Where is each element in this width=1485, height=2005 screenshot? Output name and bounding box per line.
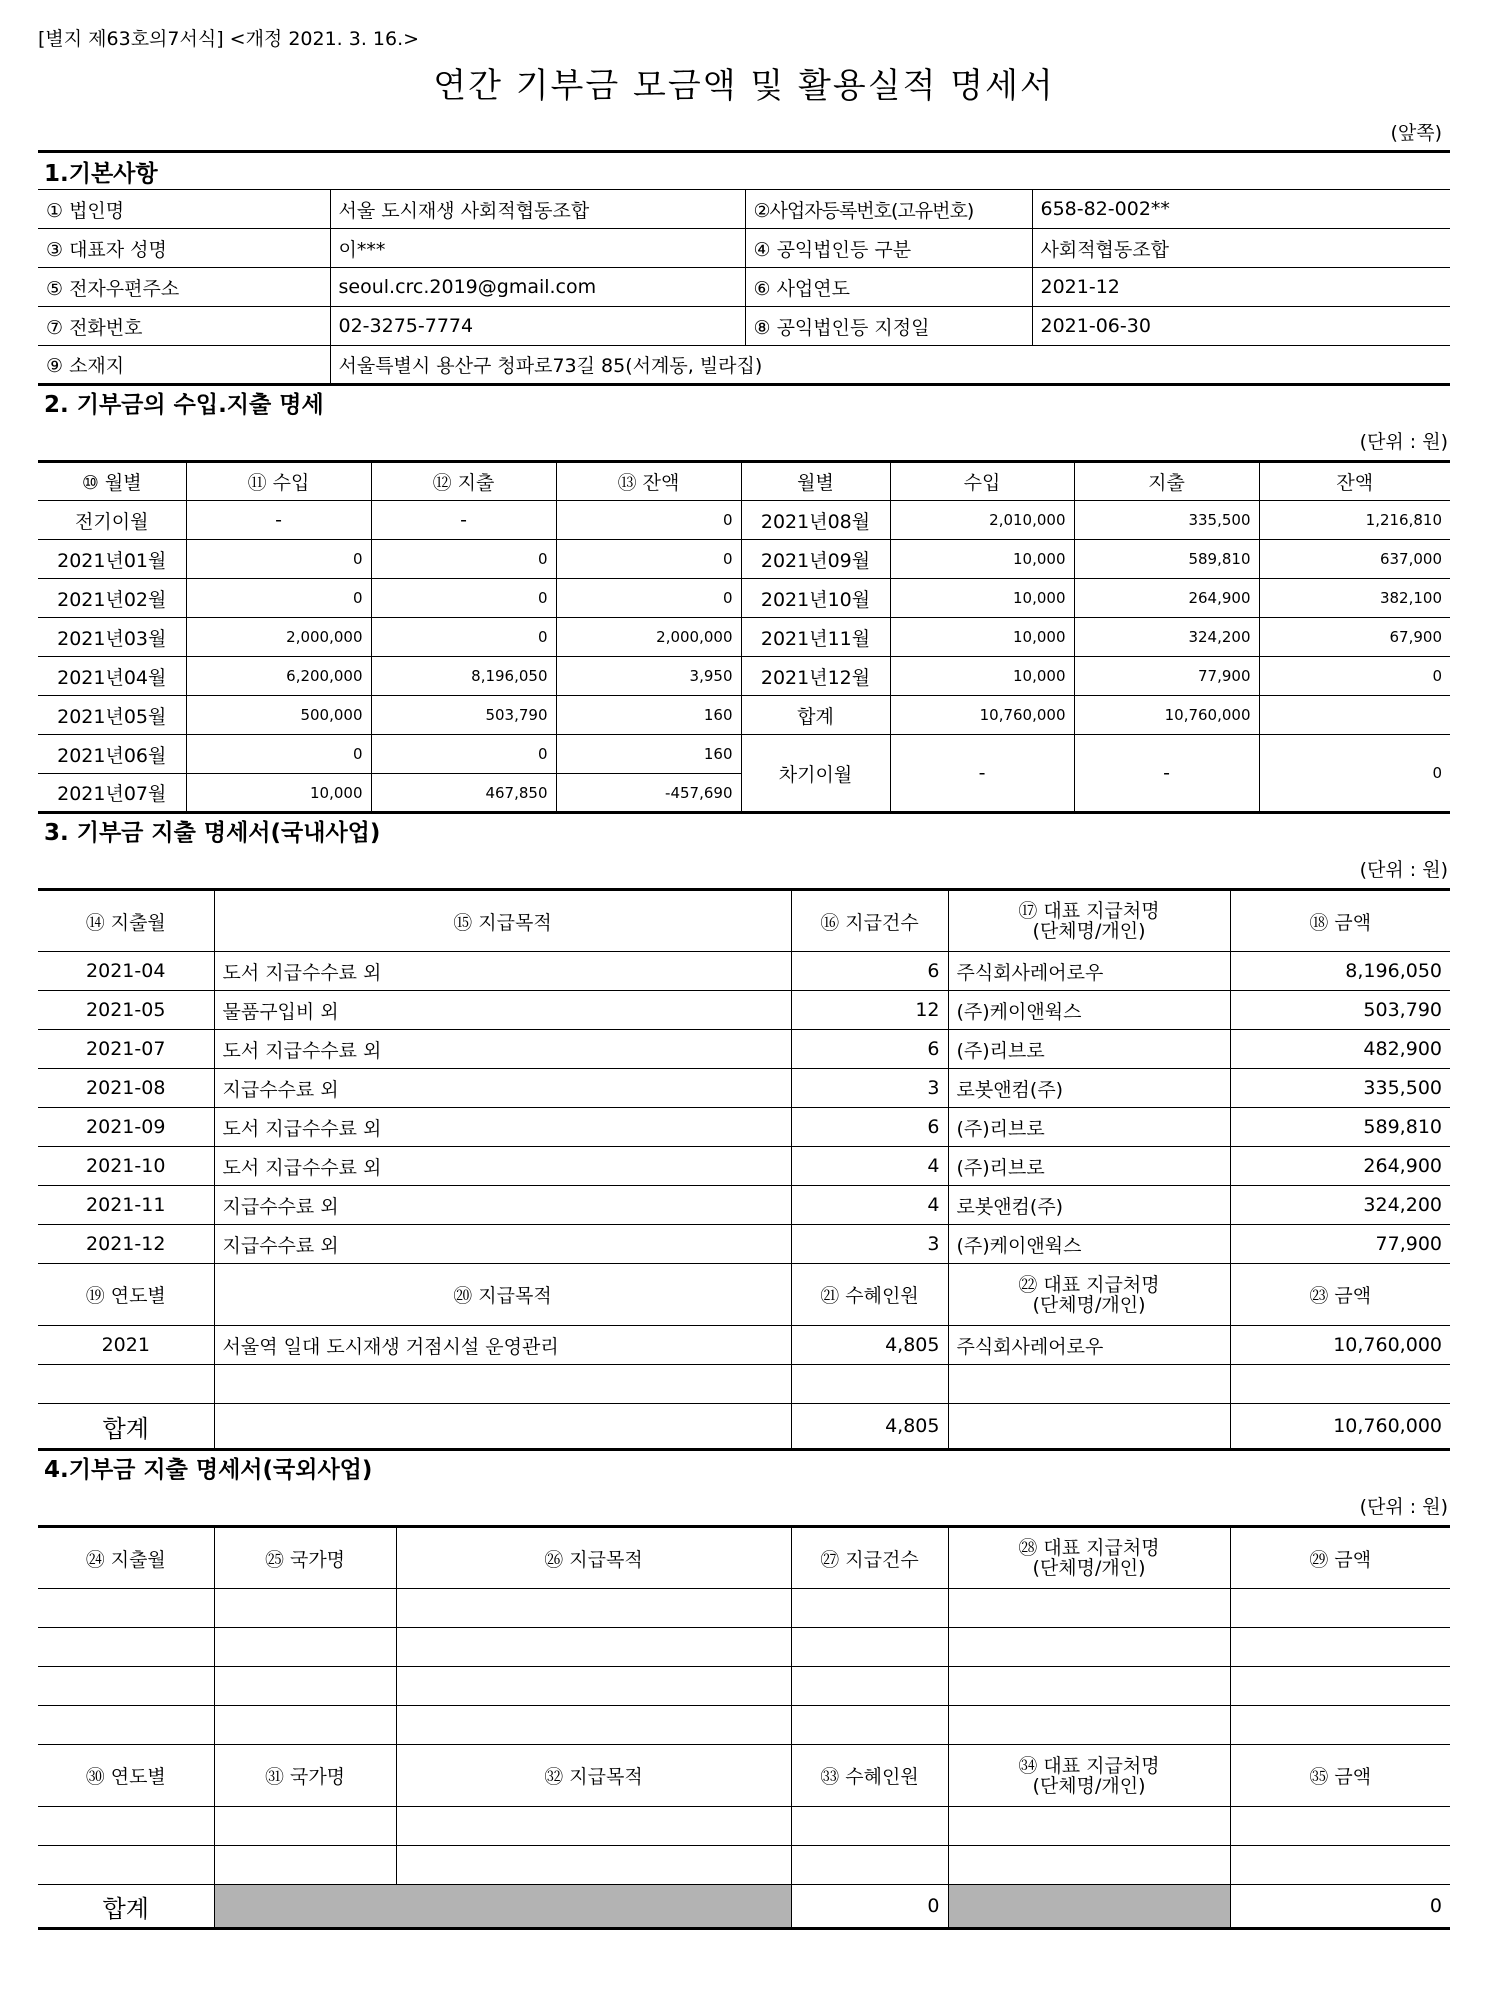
table-row (38, 1365, 1450, 1404)
empty-cell (396, 1846, 791, 1885)
month-cell: 2021년09월 (741, 540, 890, 579)
table-header-row (38, 1264, 1450, 1326)
table-row (38, 540, 1450, 579)
table-row (38, 1846, 1450, 1885)
empty-cell (214, 1667, 396, 1706)
address-value: 서울특별시 용산구 청파로73길 85(서계동, 빌라집) (330, 346, 1450, 385)
total-row (38, 1404, 1450, 1450)
income-expense-table (38, 460, 1450, 814)
expense-cell: 8,196,050 (371, 657, 556, 696)
empty-cell (948, 1628, 1230, 1667)
col-balance-header: ⑬ 잔액 (556, 462, 741, 501)
amount-cell: 589,810 (1230, 1108, 1450, 1147)
empty-cell (791, 1628, 948, 1667)
income-cell: 10,000 (890, 579, 1074, 618)
col-expense-header: ⑫ 지출 (371, 462, 556, 501)
total-balance (1259, 696, 1450, 735)
empty-cell (1230, 1667, 1450, 1706)
income-cell: 10,000 (890, 540, 1074, 579)
count-cell: 3 (791, 1225, 948, 1264)
carry-forward-expense: - (1074, 735, 1259, 813)
expense-cell: 503,790 (371, 696, 556, 735)
balance-cell: 0 (556, 501, 741, 540)
payee-cell: 주식회사레어로우 (948, 952, 1230, 991)
empty-cell (1230, 1807, 1450, 1846)
col-expense-header: 지출 (1074, 462, 1259, 501)
rep-name-label: ③ 대표자 성명 (38, 229, 330, 268)
count-cell: 4 (791, 1147, 948, 1186)
income-cell: 10,000 (890, 618, 1074, 657)
carry-forward-income: - (890, 735, 1074, 813)
month-cell: 2021년07월 (38, 774, 186, 813)
income-cell: 500,000 (186, 696, 371, 735)
table-row (38, 501, 1450, 540)
income-cell: 0 (186, 540, 371, 579)
empty-cell (791, 1589, 948, 1628)
payee-cell (948, 1365, 1230, 1404)
empty-cell (948, 1807, 1230, 1846)
empty-cell (38, 1628, 214, 1667)
month-cell: 2021년11월 (741, 618, 890, 657)
income-cell: 0 (186, 579, 371, 618)
purpose-cell: 서울역 일대 도시재생 거점시설 운영관리 (214, 1326, 791, 1365)
col-count-header: ⑯ 지급건수 (791, 890, 948, 952)
info-row (38, 229, 1450, 268)
amount-cell (1230, 1365, 1450, 1404)
table-row (38, 657, 1450, 696)
table-row (38, 696, 1450, 735)
total-amount: 0 (1230, 1885, 1450, 1929)
side-note: (앞쪽) (1390, 122, 1442, 144)
empty-cell (38, 1807, 214, 1846)
col-balance-header: 잔액 (1259, 462, 1450, 501)
amount-cell: 335,500 (1230, 1069, 1450, 1108)
col-purpose-header: ㉜ 지급목적 (396, 1745, 791, 1807)
address-label: ⑨ 소재지 (38, 346, 330, 385)
table-row (38, 1186, 1450, 1225)
total-label: 합계 (38, 1404, 214, 1450)
table-header-row (38, 1745, 1450, 1807)
balance-cell: 1,216,810 (1259, 501, 1450, 540)
table-row (38, 1667, 1450, 1706)
table-header-row (38, 1527, 1450, 1589)
empty-cell (948, 1667, 1230, 1706)
payee-cell: (주)리브로 (948, 1030, 1230, 1069)
empty-cell (791, 1706, 948, 1745)
balance-cell: 0 (556, 579, 741, 618)
payee-header-line2: (단체명/개인) (1032, 1293, 1146, 1316)
table-row (38, 618, 1450, 657)
col-amount-header: ㉙ 금액 (1230, 1527, 1450, 1589)
count-cell: 4 (791, 1186, 948, 1225)
empty-cell (1230, 1706, 1450, 1745)
purpose-cell: 물품구입비 외 (214, 991, 791, 1030)
month-cell: 2021-04 (38, 952, 214, 991)
amount-cell: 77,900 (1230, 1225, 1450, 1264)
col-purpose-header: ⑮ 지급목적 (214, 890, 791, 952)
total-label: 합계 (38, 1885, 214, 1929)
purpose-cell: 지급수수료 외 (214, 1069, 791, 1108)
payee-cell: (주)케이앤웍스 (948, 1225, 1230, 1264)
empty-cell (948, 1706, 1230, 1745)
col-purpose-header: ㉖ 지급목적 (396, 1527, 791, 1589)
expense-cell: 324,200 (1074, 618, 1259, 657)
col-income-header: ⑪ 수입 (186, 462, 371, 501)
total-shaded-cell (948, 1885, 1230, 1929)
income-cell: 10,000 (186, 774, 371, 813)
table-row (38, 735, 1450, 774)
total-beneficiaries: 0 (791, 1885, 948, 1929)
info-row (38, 190, 1450, 229)
empty-cell (1230, 1846, 1450, 1885)
corp-type-label: ④ 공익법인등 구분 (745, 229, 1032, 268)
beneficiaries-cell (791, 1365, 948, 1404)
balance-cell: 637,000 (1259, 540, 1450, 579)
table-row (38, 952, 1450, 991)
empty-cell (396, 1628, 791, 1667)
empty-cell (38, 1846, 214, 1885)
expense-cell: 264,900 (1074, 579, 1259, 618)
domestic-expense-table (38, 888, 1450, 1451)
total-beneficiaries: 4,805 (791, 1404, 948, 1450)
month-cell: 2021년01월 (38, 540, 186, 579)
amount-cell: 503,790 (1230, 991, 1450, 1030)
month-cell: 2021년05월 (38, 696, 186, 735)
income-cell: 2,010,000 (890, 501, 1074, 540)
year-cell: 2021 (38, 1326, 214, 1365)
empty-cell (214, 1706, 396, 1745)
table-row (38, 1807, 1450, 1846)
section-3-heading: 3. 기부금 지출 명세서(국내사업) (44, 820, 381, 846)
expense-cell: 335,500 (1074, 501, 1259, 540)
empty-cell (214, 1628, 396, 1667)
table-row (38, 1589, 1450, 1628)
purpose-cell: 도서 지급수수료 외 (214, 1030, 791, 1069)
col-beneficiaries-header: ㉑ 수혜인원 (791, 1264, 948, 1326)
expense-cell: 589,810 (1074, 540, 1259, 579)
info-row (38, 268, 1450, 307)
empty-cell (1230, 1628, 1450, 1667)
month-cell: 2021년10월 (741, 579, 890, 618)
empty-cell (214, 1589, 396, 1628)
biz-no-label: ②사업자등록번호(고유번호) (745, 190, 1032, 229)
payee-header-line2: (단체명/개인) (1032, 1557, 1146, 1579)
payee-cell: (주)리브로 (948, 1108, 1230, 1147)
designation-date-value: 2021-06-30 (1032, 307, 1450, 346)
count-cell: 3 (791, 1069, 948, 1108)
col-year-header: ⑲ 연도별 (38, 1264, 214, 1326)
col-month-header: ⑭ 지출월 (38, 890, 214, 952)
carry-forward-balance: 0 (1259, 735, 1450, 813)
amount-cell: 10,760,000 (1230, 1326, 1450, 1365)
col-year-header: ㉚ 연도별 (38, 1745, 214, 1807)
col-month-header: ⑩ 월별 (38, 462, 186, 501)
table-row (38, 1225, 1450, 1264)
month-cell: 2021-07 (38, 1030, 214, 1069)
income-cell: 6,200,000 (186, 657, 371, 696)
empty-cell (948, 1846, 1230, 1885)
empty-cell (38, 1706, 214, 1745)
total-row (38, 1885, 1450, 1929)
fiscal-year-value: 2021-12 (1032, 268, 1450, 307)
corp-name-value: 서울 도시재생 사회적협동조합 (330, 190, 745, 229)
month-cell: 2021-05 (38, 991, 214, 1030)
expense-cell: 0 (371, 735, 556, 774)
payee-header-line2: (단체명/개인) (1032, 920, 1146, 942)
payee-cell: 로봇앤컴(주) (948, 1069, 1230, 1108)
count-cell: 6 (791, 1108, 948, 1147)
section-4-heading: 4.기부금 지출 명세서(국외사업) (44, 1457, 373, 1483)
empty-cell (38, 1589, 214, 1628)
payee-cell: 주식회사레어로우 (948, 1326, 1230, 1365)
biz-no-value: 658-82-002** (1032, 190, 1450, 229)
amount-cell: 324,200 (1230, 1186, 1450, 1225)
corp-name-label: ① 법인명 (38, 190, 330, 229)
overseas-expense-table (38, 1525, 1450, 1930)
empty-cell (396, 1706, 791, 1745)
expense-cell: 0 (371, 540, 556, 579)
email-label: ⑤ 전자우편주소 (38, 268, 330, 307)
table-row (38, 1069, 1450, 1108)
balance-cell: 3,950 (556, 657, 741, 696)
expense-cell: 467,850 (371, 774, 556, 813)
beneficiaries-cell: 4,805 (791, 1326, 948, 1365)
expense-cell: 77,900 (1074, 657, 1259, 696)
payee-cell: (주)케이앤웍스 (948, 991, 1230, 1030)
purpose-cell (214, 1365, 791, 1404)
month-cell: 2021년03월 (38, 618, 186, 657)
table-row (38, 1706, 1450, 1745)
table-row (38, 579, 1450, 618)
total-shaded-cell (214, 1885, 791, 1929)
count-cell: 6 (791, 952, 948, 991)
unit-label: (단위 : 원) (1359, 431, 1448, 453)
corp-type-value: 사회적협동조합 (1032, 229, 1450, 268)
col-country-header: ㉛ 국가명 (214, 1745, 396, 1807)
total-expense: 10,760,000 (1074, 696, 1259, 735)
purpose-cell: 지급수수료 외 (214, 1225, 791, 1264)
total-payee (948, 1404, 1230, 1450)
purpose-cell: 도서 지급수수료 외 (214, 952, 791, 991)
payee-header-line2: (단체명/개인) (1032, 1774, 1146, 1797)
col-amount-header: ㉟ 금액 (1230, 1745, 1450, 1807)
col-purpose-header: ⑳ 지급목적 (214, 1264, 791, 1326)
designation-date-label: ⑧ 공익법인등 지정일 (745, 307, 1032, 346)
balance-cell: 0 (556, 540, 741, 579)
month-cell: 2021-09 (38, 1108, 214, 1147)
col-country-header: ㉕ 국가명 (214, 1527, 396, 1589)
count-cell: 12 (791, 991, 948, 1030)
balance-cell: 382,100 (1259, 579, 1450, 618)
form-number: [별지 제63호의7서식] <개정 2021. 3. 16.> (38, 28, 420, 50)
col-payee-header (948, 890, 1230, 952)
year-cell (38, 1365, 214, 1404)
table-row (38, 1628, 1450, 1667)
col-income-header: 수입 (890, 462, 1074, 501)
expense-cell: 0 (371, 579, 556, 618)
month-cell: 2021년12월 (741, 657, 890, 696)
table-row (38, 1030, 1450, 1069)
col-payee-header (948, 1527, 1230, 1589)
empty-cell (214, 1846, 396, 1885)
info-row (38, 307, 1450, 346)
col-amount-header: ㉓ 금액 (1230, 1264, 1450, 1326)
payee-header-line1: ⑰ 대표 지급처명 (1018, 900, 1160, 922)
month-cell: 2021년02월 (38, 579, 186, 618)
empty-cell (396, 1589, 791, 1628)
balance-cell: 67,900 (1259, 618, 1450, 657)
payee-cell: (주)리브로 (948, 1147, 1230, 1186)
empty-cell (396, 1807, 791, 1846)
phone-value: 02-3275-7774 (330, 307, 745, 346)
section-2-heading: 2. 기부금의 수입.지출 명세 (44, 392, 324, 418)
balance-cell: 2,000,000 (556, 618, 741, 657)
email-value: seoul.crc.2019@gmail.com (330, 268, 745, 307)
income-cell: 10,000 (890, 657, 1074, 696)
payee-header-line1: ㉞ 대표 지급처명 (1018, 1754, 1160, 1777)
total-purpose (214, 1404, 791, 1450)
empty-cell (396, 1667, 791, 1706)
month-cell: 2021-10 (38, 1147, 214, 1186)
empty-cell (791, 1807, 948, 1846)
payee-cell: 로봇앤컴(주) (948, 1186, 1230, 1225)
income-cell: 0 (186, 735, 371, 774)
unit-label: (단위 : 원) (1359, 1496, 1448, 1518)
page-title: 연간 기부금 모금액 및 활용실적 명세서 (433, 66, 1055, 106)
table-row (38, 991, 1450, 1030)
month-cell: 2021-11 (38, 1186, 214, 1225)
empty-cell (948, 1589, 1230, 1628)
income-cell: 2,000,000 (186, 618, 371, 657)
col-payee-header (948, 1264, 1230, 1326)
balance-cell: -457,690 (556, 774, 741, 813)
month-cell: 전기이월 (38, 501, 186, 540)
table-row (38, 1108, 1450, 1147)
carry-forward-label: 차기이월 (741, 735, 890, 813)
amount-cell: 264,900 (1230, 1147, 1450, 1186)
col-beneficiaries-header: ㉝ 수혜인원 (791, 1745, 948, 1807)
total-label: 합계 (741, 696, 890, 735)
phone-label: ⑦ 전화번호 (38, 307, 330, 346)
fiscal-year-label: ⑥ 사업연도 (745, 268, 1032, 307)
payee-header-line1: ㉘ 대표 지급처명 (1018, 1537, 1160, 1559)
amount-cell: 482,900 (1230, 1030, 1450, 1069)
empty-cell (38, 1667, 214, 1706)
balance-cell: 0 (1259, 657, 1450, 696)
info-row (38, 346, 1450, 385)
purpose-cell: 도서 지급수수료 외 (214, 1147, 791, 1186)
empty-cell (214, 1807, 396, 1846)
month-cell: 2021-08 (38, 1069, 214, 1108)
col-month-header: ㉔ 지출월 (38, 1527, 214, 1589)
month-cell: 2021년08월 (741, 501, 890, 540)
month-cell: 2021년04월 (38, 657, 186, 696)
purpose-cell: 도서 지급수수료 외 (214, 1108, 791, 1147)
table-header-row (38, 890, 1450, 952)
month-cell: 2021년06월 (38, 735, 186, 774)
section-1-heading: 1.기본사항 (38, 152, 1450, 190)
col-count-header: ㉗ 지급건수 (791, 1527, 948, 1589)
col-payee-header (948, 1745, 1230, 1807)
table-row (38, 1326, 1450, 1365)
col-month-header: 월별 (741, 462, 890, 501)
month-cell: 2021-12 (38, 1225, 214, 1264)
basic-info-table (38, 150, 1450, 386)
amount-cell: 8,196,050 (1230, 952, 1450, 991)
income-cell: - (186, 501, 371, 540)
payee-header-line1: ㉒ 대표 지급처명 (1018, 1273, 1160, 1296)
empty-cell (1230, 1589, 1450, 1628)
balance-cell: 160 (556, 696, 741, 735)
balance-cell: 160 (556, 735, 741, 774)
count-cell: 6 (791, 1030, 948, 1069)
purpose-cell: 지급수수료 외 (214, 1186, 791, 1225)
rep-name-value: 이*** (330, 229, 745, 268)
table-row (38, 1147, 1450, 1186)
total-income: 10,760,000 (890, 696, 1074, 735)
expense-cell: - (371, 501, 556, 540)
table-header-row (38, 462, 1450, 501)
expense-cell: 0 (371, 618, 556, 657)
empty-cell (791, 1667, 948, 1706)
form-page (38, 22, 1450, 1930)
unit-label: (단위 : 원) (1359, 859, 1448, 881)
empty-cell (791, 1846, 948, 1885)
total-amount: 10,760,000 (1230, 1404, 1450, 1450)
col-amount-header: ⑱ 금액 (1230, 890, 1450, 952)
